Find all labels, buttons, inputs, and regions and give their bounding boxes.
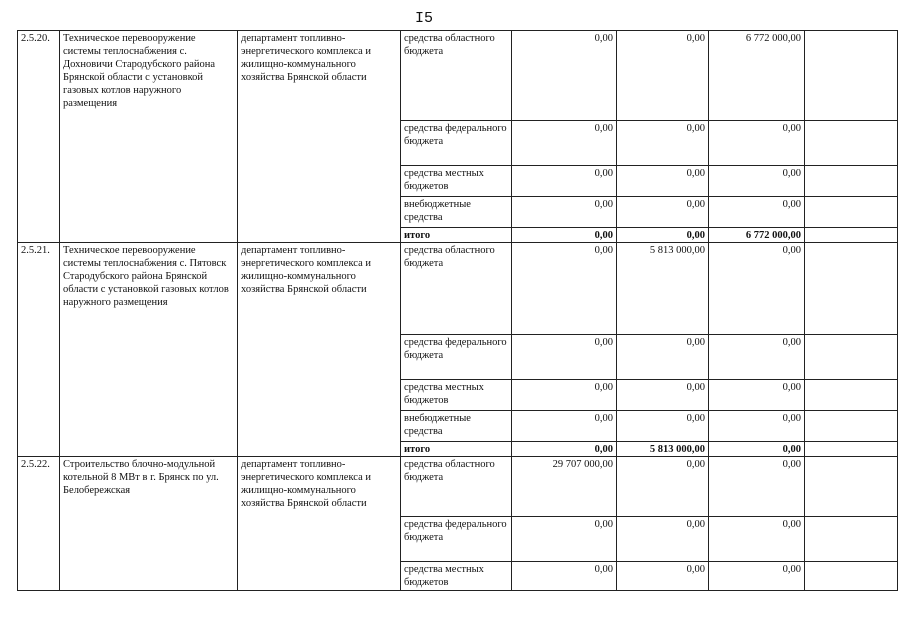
amount-cell-v2: 0,00 [617,380,709,411]
amount-cell-v4 [805,197,898,228]
amount-cell-v1: 0,00 [512,411,617,442]
funding-source: средства областного бюджета [401,31,512,121]
amount-cell-v1: 0,00 [512,197,617,228]
amount-cell-v2: 0,00 [617,335,709,380]
amount-cell-v1: 0,00 [512,121,617,166]
amount-cell-v3: 0,00 [709,197,805,228]
amount-cell-v2: 5 813 000,00 [617,442,709,457]
item-name: Техническое перевооружение системы теплоснабжения с. Дохновичи Стародубского района Брянской области с установкой газовых котлов наружного размещения [60,31,238,243]
amount-cell-v4 [805,31,898,121]
funding-source: средства областного бюджета [401,243,512,335]
funding-source: средства местных бюджетов [401,166,512,197]
amount-cell-v3: 0,00 [709,457,805,517]
amount-cell-v2: 0,00 [617,562,709,591]
funding-source: внебюджетные средства [401,411,512,442]
funding-source: средства федерального бюджета [401,335,512,380]
amount-cell-v1: 0,00 [512,517,617,562]
amount-cell-v3: 0,00 [709,411,805,442]
item-code: 2.5.20. [18,31,60,243]
table-row [18,457,898,517]
amount-cell-v4 [805,517,898,562]
amount-cell-v4 [805,380,898,411]
amount-cell-v1: 0,00 [512,228,617,243]
funding-source: средства местных бюджетов [401,380,512,411]
amount-cell-v3: 0,00 [709,562,805,591]
amount-cell-v4 [805,243,898,335]
amount-cell-v1: 0,00 [512,380,617,411]
amount-cell-v3: 0,00 [709,380,805,411]
amount-cell-v3: 0,00 [709,335,805,380]
funding-source: средства областного бюджета [401,457,512,517]
funding-source: внебюджетные средства [401,197,512,228]
amount-cell-v1: 29 707 000,00 [512,457,617,517]
amount-cell-v3: 0,00 [709,517,805,562]
amount-cell-v3: 6 772 000,00 [709,228,805,243]
amount-cell-v2: 0,00 [617,166,709,197]
amount-cell-v1: 0,00 [512,166,617,197]
item-executor: департамент топливно-энергетического комплекса и жилищно-коммунального хозяйства Брянской области [238,243,401,457]
funding-source: средства федерального бюджета [401,517,512,562]
amount-cell-v4 [805,166,898,197]
amount-cell-v3: 0,00 [709,166,805,197]
amount-cell-v3: 0,00 [709,243,805,335]
item-name: Строительство блочно-модульной котельной 8 МВт в г. Брянск по ул. Белобережская [60,457,238,591]
amount-cell-v4 [805,121,898,166]
amount-cell-v4 [805,562,898,591]
amount-cell-v3: 0,00 [709,442,805,457]
item-name: Техническое перевооружение системы теплоснабжения с. Пятовск Стародубского района Брянской области с установкой газовых котлов наружного размещения [60,243,238,457]
amount-cell-v4 [805,411,898,442]
amount-cell-v3: 6 772 000,00 [709,31,805,121]
amount-cell-v4 [805,335,898,380]
funding-table [17,30,898,591]
item-executor: департамент топливно-энергетического комплекса и жилищно-коммунального хозяйства Брянской области [238,31,401,243]
amount-cell-v2: 0,00 [617,31,709,121]
amount-cell-v2: 0,00 [617,197,709,228]
amount-cell-v2: 5 813 000,00 [617,243,709,335]
amount-cell-v2: 0,00 [617,517,709,562]
amount-cell-v4 [805,228,898,243]
item-executor: департамент топливно-энергетического комплекса и жилищно-коммунального хозяйства Брянской области [238,457,401,591]
amount-cell-v1: 0,00 [512,562,617,591]
funding-source: итого [401,442,512,457]
item-code: 2.5.21. [18,243,60,457]
funding-source: средства федерального бюджета [401,121,512,166]
amount-cell-v2: 0,00 [617,457,709,517]
table-row [18,31,898,121]
amount-cell-v1: 0,00 [512,442,617,457]
table-row [18,243,898,335]
amount-cell-v1: 0,00 [512,335,617,380]
amount-cell-v3: 0,00 [709,121,805,166]
amount-cell-v2: 0,00 [617,228,709,243]
funding-source: итого [401,228,512,243]
amount-cell-v4 [805,442,898,457]
funding-source: средства местных бюджетов [401,562,512,591]
funding-table-body [18,31,898,591]
item-code: 2.5.22. [18,457,60,591]
page-number: I5 [414,10,433,27]
amount-cell-v4 [805,457,898,517]
amount-cell-v2: 0,00 [617,121,709,166]
amount-cell-v1: 0,00 [512,243,617,335]
amount-cell-v2: 0,00 [617,411,709,442]
amount-cell-v1: 0,00 [512,31,617,121]
